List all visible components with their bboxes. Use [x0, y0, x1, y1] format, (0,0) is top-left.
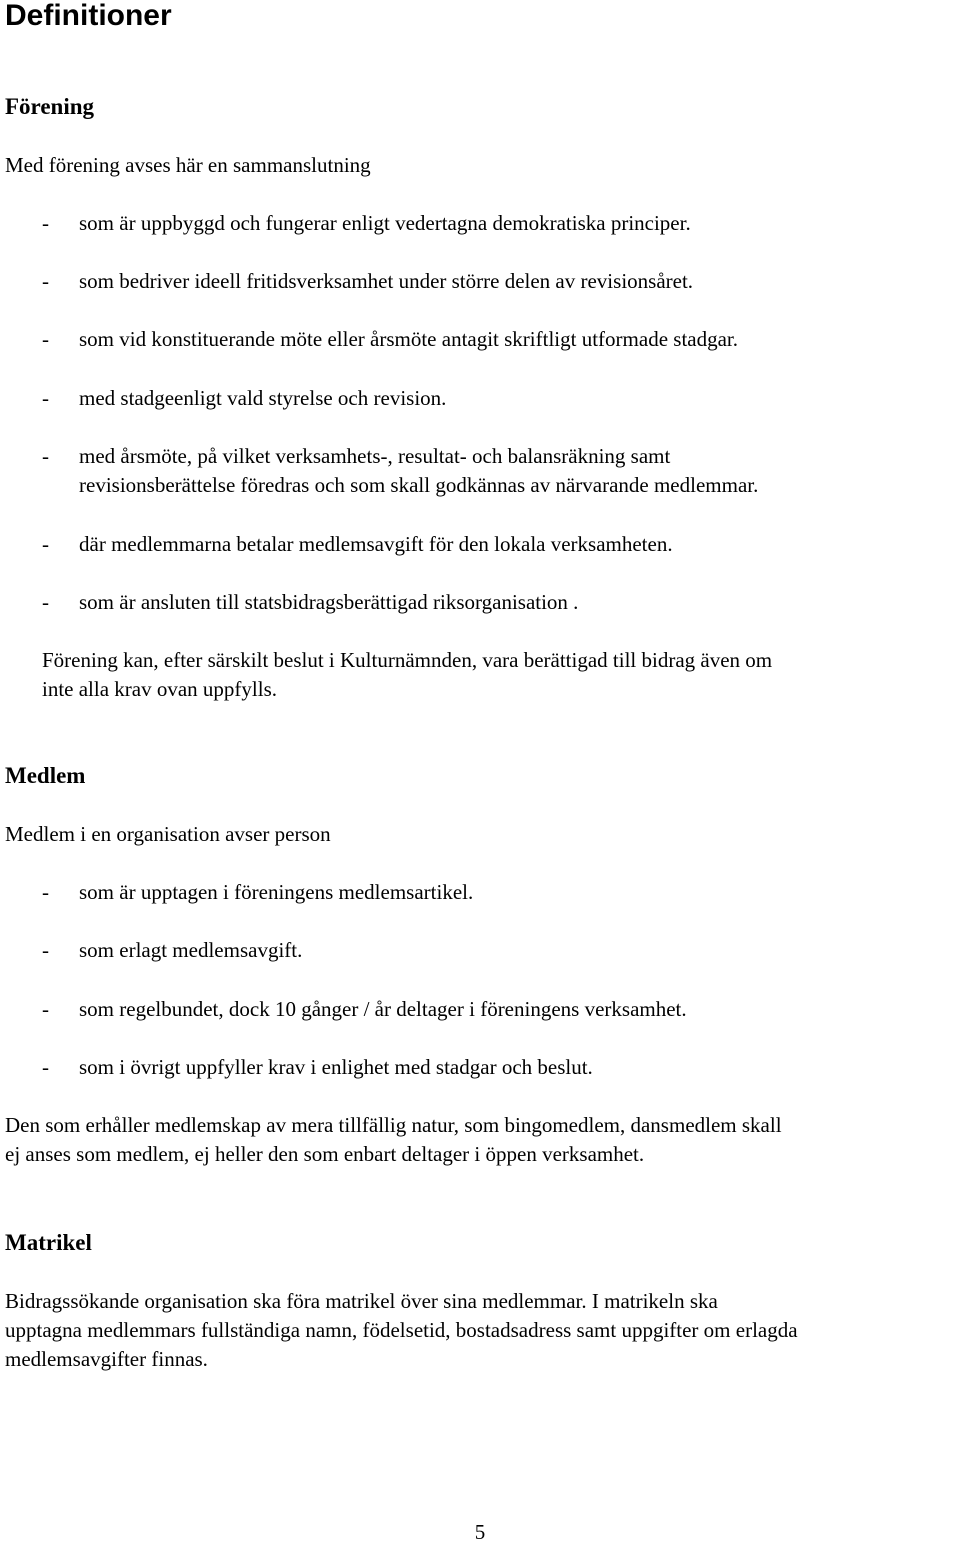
list-item-text: som erlagt medlemsavgift. — [79, 938, 303, 962]
list-item-text-continued: revisionsberättelse föredras och som skall godkännas av närvarande medlemmar. — [79, 473, 759, 497]
list-marker: - — [42, 386, 49, 410]
forening-note-line: inte alla krav ovan uppfylls. — [42, 677, 278, 701]
section-heading-medlem: Medlem — [5, 763, 86, 788]
list-item-text: med stadgeenligt vald styrelse och revision. — [79, 386, 447, 410]
list-item-text: med årsmöte, på vilket verksamhets-, resultat- och balansräkning samt — [79, 444, 671, 468]
list-item-text: som är upptagen i föreningens medlemsartikel. — [79, 880, 474, 904]
page-title: Definitioner — [5, 0, 172, 32]
list-item-text: som bedriver ideell fritidsverksamhet under större delen av revisionsåret. — [79, 269, 694, 293]
list-marker: - — [42, 444, 49, 468]
forening-intro: Med förening avses här en sammanslutning — [5, 153, 371, 177]
list-marker: - — [42, 532, 49, 556]
list-item-text: som i övrigt uppfyller krav i enlighet med stadgar och beslut. — [79, 1055, 593, 1079]
list-item-text: som är ansluten till statsbidragsberättigad riksorganisation . — [79, 590, 579, 614]
list-marker: - — [42, 938, 49, 962]
section-heading-matrikel: Matrikel — [5, 1230, 92, 1255]
medlem-note-line: ej anses som medlem, ej heller den som enbart deltager i öppen verksamhet. — [5, 1142, 645, 1166]
list-item-text: där medlemmarna betalar medlemsavgift för den lokala verksamheten. — [79, 532, 673, 556]
list-marker: - — [42, 327, 49, 351]
list-item-text: som regelbundet, dock 10 gånger / år deltager i föreningens verksamhet. — [79, 997, 687, 1021]
list-item-text: som vid konstituerande möte eller årsmöte antagit skriftligt utformade stadgar. — [79, 327, 738, 351]
matrikel-line: medlemsavgifter finnas. — [5, 1347, 208, 1371]
medlem-intro: Medlem i en organisation avser person — [5, 822, 331, 846]
list-marker: - — [42, 269, 49, 293]
matrikel-line: Bidragssökande organisation ska föra matrikel över sina medlemmar. I matrikeln ska — [5, 1289, 718, 1313]
list-marker: - — [42, 590, 49, 614]
matrikel-line: upptagna medlemmars fullständiga namn, födelsetid, bostadsadress samt uppgifter om erlagda — [5, 1318, 798, 1342]
list-marker: - — [42, 1055, 49, 1079]
medlem-note-line: Den som erhåller medlemskap av mera tillfällig natur, som bingomedlem, dansmedlem skall — [5, 1113, 782, 1137]
forening-note-line: Förening kan, efter särskilt beslut i Kulturnämnden, vara berättigad till bidrag även om — [42, 648, 773, 672]
page-number: 5 — [474, 1520, 486, 1544]
list-marker: - — [42, 997, 49, 1021]
list-marker: - — [42, 880, 49, 904]
list-marker: - — [42, 211, 49, 235]
list-item-text: som är uppbyggd och fungerar enligt vedertagna demokratiska principer. — [79, 211, 691, 235]
section-heading-forening: Förening — [5, 94, 95, 119]
